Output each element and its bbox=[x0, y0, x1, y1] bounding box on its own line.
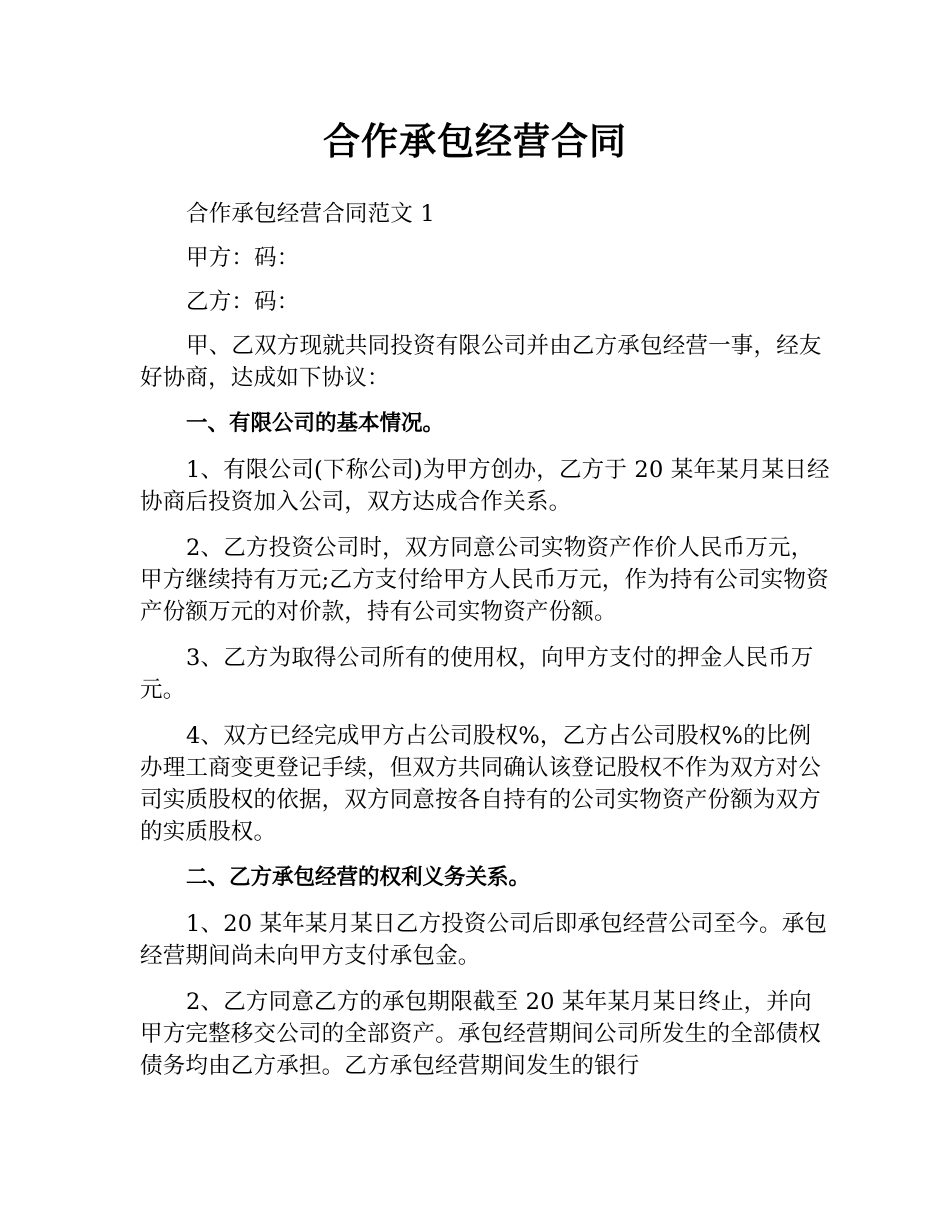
section-heading-2: 二、乙方承包经营的权利义务关系。 bbox=[186, 865, 531, 890]
paragraph-clause-2-1: 1、20 某年某月某日乙方投资公司后即承包经营公司至今。承包经营期间尚未向甲方支付承包金。 bbox=[140, 911, 828, 969]
paragraph-clause-1-3: 3、乙方为取得公司所有的使用权，向甲方支付的押金人民币万元。 bbox=[140, 645, 814, 703]
paragraph-clause-1-4: 4、双方已经完成甲方占公司股权%，乙方占公司股权%的比例办理工商变更登记手续，但双方共同确认该登记股权不作为双方对公司实质股权的依据，双方同意按各自持有的公司实物资产份额为双方的实质股权。 bbox=[140, 723, 822, 845]
paragraph-party-a: 甲方：码： bbox=[186, 245, 300, 271]
paragraph-clause-1-1: 1、有限公司(下称公司)为甲方创办，乙方于 20 某年某月某日经协商后投资加入公司，双方达成合作关系。 bbox=[140, 457, 830, 515]
paragraph-template-heading: 合作承包经营合同范文 1 bbox=[186, 201, 435, 227]
document-body bbox=[140, 198, 830, 1096]
document-title: 合作承包经营合同 bbox=[323, 120, 627, 163]
paragraph-preamble: 甲、乙双方现就共同投资有限公司并由乙方承包经营一事，经友好协商，达成如下协议： bbox=[140, 333, 822, 391]
paragraph-clause-1-2: 2、乙方投资公司时，双方同意公司实物资产作价人民币万元，甲方继续持有万元;乙方支付给甲方人民币万元，作为持有公司实物资产份额万元的对价款，持有公司实物资产份额。 bbox=[140, 535, 829, 625]
section-heading-1: 一、有限公司的基本情况。 bbox=[186, 411, 445, 436]
paragraph-party-b: 乙方：码： bbox=[186, 289, 300, 315]
paragraph-clause-2-2: 2、乙方同意乙方的承包期限截至 20 某年某月某日终止，并向甲方完整移交公司的全部资产。承包经营期间公司所发生的全部债权债务均由乙方承担。乙方承包经营期间发生的银行 bbox=[140, 989, 822, 1079]
